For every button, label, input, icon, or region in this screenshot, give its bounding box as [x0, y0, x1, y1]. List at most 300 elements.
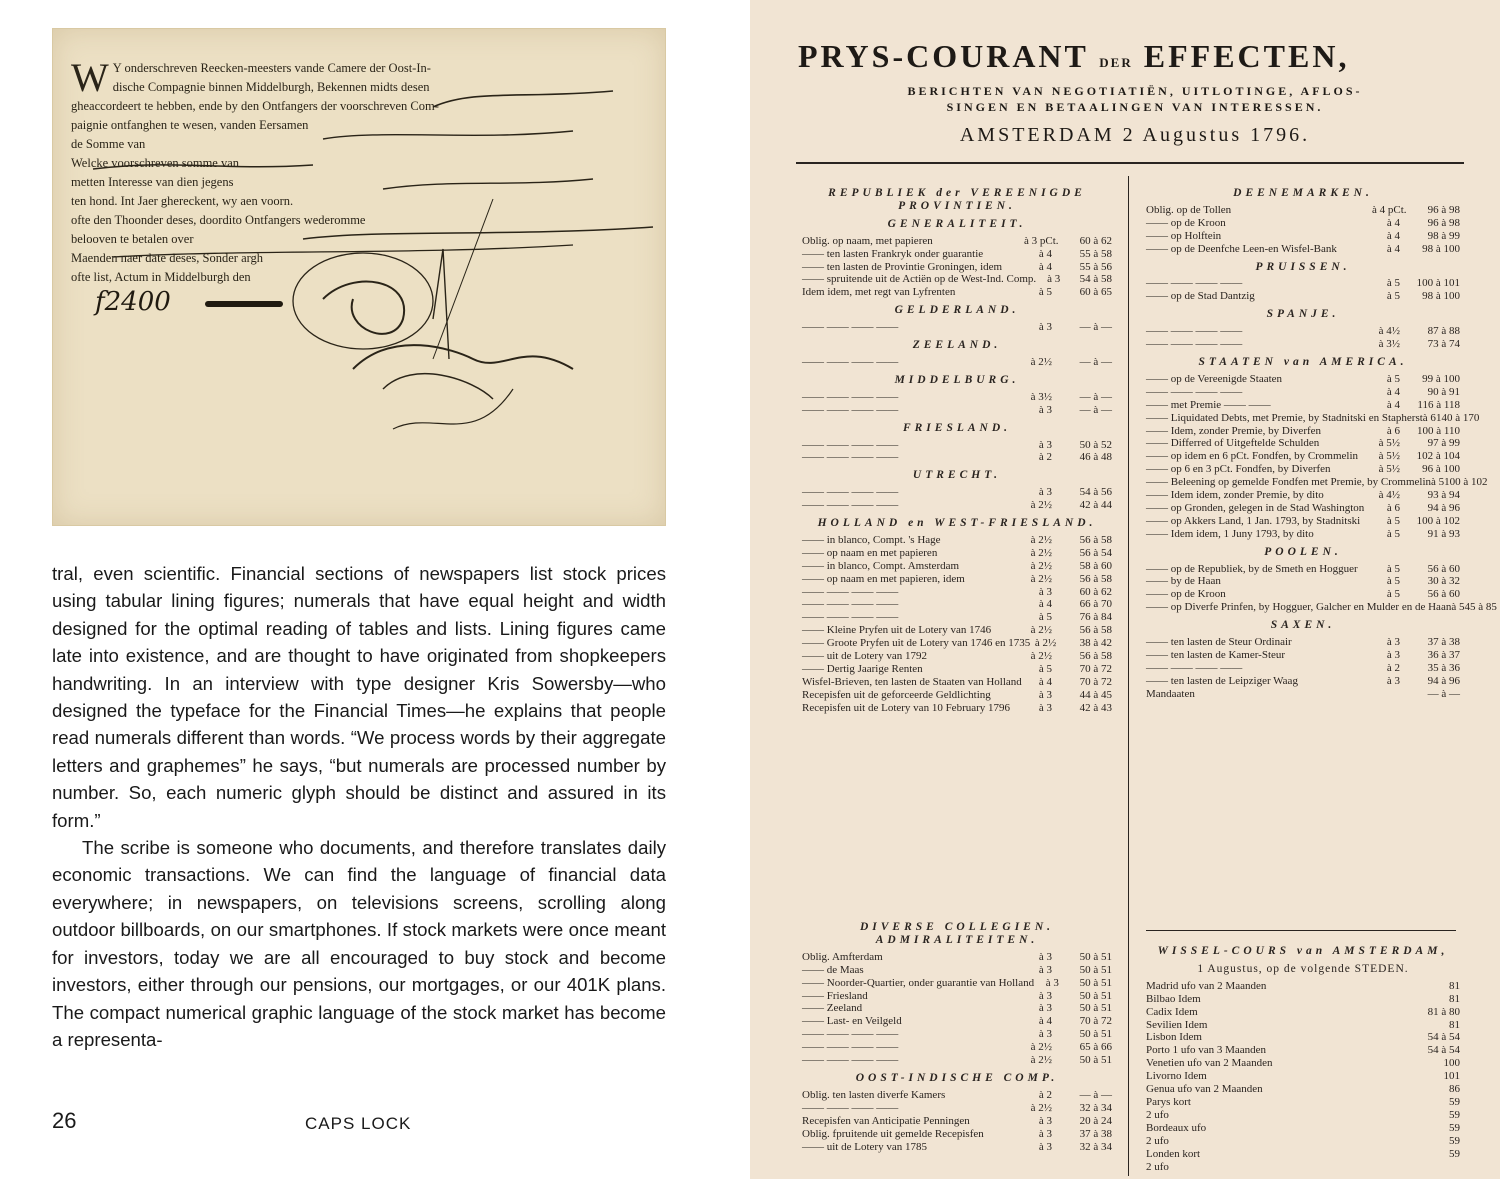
- price-row: [802, 534, 1112, 547]
- price-row-rate: à 3: [1045, 976, 1059, 989]
- price-row-rate: à 4: [1386, 242, 1400, 255]
- section-heading: STAATEN van AMERICA.: [1198, 355, 1408, 368]
- price-row-label: —— —— —— ——: [802, 451, 899, 464]
- price-row-rate: à 5: [1386, 575, 1400, 588]
- price-row-label: —— de Maas: [802, 963, 864, 976]
- price-row-price: 91 à 93: [1427, 527, 1460, 540]
- price-row-price: 56 à 58: [1079, 533, 1112, 546]
- price-row-label: —— Idem, zonder Premie, by Diverfen: [1146, 424, 1322, 437]
- price-row-rate: [1372, 1019, 1400, 1032]
- price-row: [1146, 502, 1460, 515]
- right-page-price-list: [750, 0, 1500, 1179]
- price-row-rate: à 2: [1038, 451, 1052, 464]
- price-row-label: —— uit de Lotery van 1785: [802, 1140, 927, 1153]
- price-row-price: 87 à 88: [1427, 325, 1460, 338]
- price-row-rate: à 3: [1386, 636, 1400, 649]
- section-heading: WISSEL-COURS van AMSTERDAM,: [1157, 945, 1449, 957]
- price-row: [1146, 230, 1460, 243]
- price-row: [1146, 980, 1460, 993]
- price-row-price: 98 à 100: [1422, 290, 1460, 303]
- price-row-price: 81: [1449, 992, 1460, 1005]
- price-row-rate: [1372, 1122, 1400, 1135]
- price-row-rate: [1372, 1161, 1400, 1174]
- price-row: [802, 1115, 1112, 1128]
- price-row-label: —— uit de Lotery van 1792: [802, 650, 927, 663]
- price-row-label: —— Idem idem, zonder Premie, by dito: [1146, 489, 1324, 502]
- price-row: [1146, 489, 1460, 502]
- section-heading: OOST-INDISCHE COMP.: [855, 1071, 1059, 1084]
- column-divider: [1128, 176, 1129, 1176]
- price-row-rate: à 5½: [1378, 450, 1400, 463]
- price-row-label: —— Liquidated Debts, met Premie, by Stadnitski en Stapherst: [1146, 411, 1423, 424]
- price-row-price: 54 à 54: [1427, 1031, 1460, 1044]
- price-row-price: 56 à 58: [1079, 650, 1112, 663]
- price-row-price: 38 à 42: [1079, 637, 1112, 650]
- price-row-price: 100 à 102: [1444, 476, 1488, 489]
- price-row-price: 20 à 24: [1079, 1114, 1112, 1127]
- section-heading: SPANJE.: [1266, 308, 1340, 321]
- price-row-label: —— Kleine Pryfen uit de Lotery van 1746: [802, 624, 992, 637]
- price-row-price: — à —: [1079, 355, 1112, 368]
- price-row-price: 50 à 51: [1079, 950, 1112, 963]
- price-row-label: —— —— —— ——: [802, 355, 899, 368]
- price-row-label: —— —— —— ——: [1146, 325, 1243, 338]
- body-paragraph-1: tral, even scientific. Financial sections of newspapers list stock prices using tabular lining figures; numerals that have equal height and width designed for the optimal reading of tables and lists. Lining figures came late into existence, and are thought to have originated from shopkeepers handwriting. In an interview with type designer Kris Sowersby—who designed the typeface for the Financial Times—he explains that people read numerals different than words. “We process words by their aggregate letters and graphemes” he says, “but numerals are processed number by number. So, each numeric glyph should be distinct and assured in its form.”: [52, 563, 666, 831]
- price-row-rate: à 5: [1386, 372, 1400, 385]
- price-row-label: —— —— —— ——: [1146, 338, 1243, 351]
- price-row: [802, 676, 1112, 689]
- price-row-label: —— op de Deenfche Leen-en Wisfel-Bank: [1146, 242, 1337, 255]
- price-row-label: —— —— —— ——: [802, 611, 899, 624]
- price-row-label: —— Friesland: [802, 989, 868, 1002]
- price-row-rate: à 4: [1038, 675, 1052, 688]
- price-row-rate: à 4½: [1378, 325, 1400, 338]
- price-row: [1146, 373, 1460, 386]
- price-row-rate: à 5: [1451, 601, 1465, 614]
- price-row-rate: à 4: [1386, 229, 1400, 242]
- price-row-price: 56 à 58: [1079, 624, 1112, 637]
- price-row-price: 101: [1443, 1070, 1460, 1083]
- price-row: [802, 248, 1112, 261]
- price-row-label: Londen kort: [1146, 1147, 1201, 1160]
- price-row: [1146, 601, 1497, 614]
- price-row-label: —— op Akkers Land, 1 Jan. 1793, by Stadnitski: [1146, 514, 1361, 527]
- price-row: [1146, 1044, 1460, 1057]
- price-row: [1146, 662, 1460, 675]
- price-row-price: 94 à 96: [1427, 501, 1460, 514]
- price-row: [1146, 1148, 1460, 1161]
- price-row-rate: [1372, 1031, 1400, 1044]
- price-row-rate: [1372, 1083, 1400, 1096]
- price-row-price: 50 à 52: [1079, 438, 1112, 451]
- price-row-label: —— op Holftein: [1146, 229, 1222, 242]
- price-row: [802, 1002, 1112, 1015]
- price-row-price: — à —: [1079, 1088, 1112, 1101]
- price-row: [1146, 688, 1460, 701]
- price-row-rate: à 5: [1038, 611, 1052, 624]
- price-row-rate: à 2: [1038, 1088, 1052, 1101]
- price-row: [802, 560, 1112, 573]
- price-row-rate: à 6: [1386, 424, 1400, 437]
- title-part-a: PRYS-COURANT: [798, 38, 1089, 74]
- price-row-price: 100 à 110: [1417, 424, 1460, 437]
- price-row: [802, 1054, 1112, 1067]
- price-row-price: 30 à 32: [1427, 575, 1460, 588]
- price-row-label: —— op naam en met papieren, idem: [802, 572, 965, 585]
- price-row-price: 116 à 118: [1417, 398, 1460, 411]
- price-row: [1146, 1096, 1460, 1109]
- price-row-price: 60 à 62: [1079, 234, 1112, 247]
- price-row-price: 45 à 85: [1464, 601, 1497, 614]
- price-row-price: 56 à 60: [1427, 588, 1460, 601]
- price-row-label: Parys kort: [1146, 1095, 1191, 1108]
- price-row: [1146, 1070, 1460, 1083]
- subtitle-line-2: SINGEN EN BETAALINGEN VAN INTERESSEN.: [946, 100, 1324, 114]
- price-row-rate: à 5½: [1378, 463, 1400, 476]
- price-row: [802, 439, 1112, 452]
- price-row-rate: [1372, 1006, 1400, 1019]
- price-row-rate: [1372, 980, 1400, 993]
- price-row-label: —— ten lasten de Leipziger Waag: [1146, 674, 1298, 687]
- price-row: [802, 273, 1112, 286]
- price-row-label: —— Noorder-Quartier, onder guarantie van Holland: [802, 976, 1035, 989]
- price-row-label: —— op de Republiek, by de Smeth en Hogguer: [1146, 562, 1358, 575]
- price-row-rate: à 2½: [1030, 1054, 1052, 1067]
- obligation-line: ofte list, Actum in Middelburgh den: [71, 270, 251, 284]
- price-row-rate: à 2½: [1030, 546, 1052, 559]
- price-row-label: —— —— —— ——: [802, 1041, 899, 1054]
- page-number: 26: [52, 1108, 77, 1133]
- price-row-rate: à 3: [1038, 1002, 1052, 1015]
- price-row-price: 50 à 51: [1079, 1028, 1112, 1041]
- price-row-price: 66 à 70: [1079, 598, 1112, 611]
- price-row-label: 2 ufo: [1146, 1134, 1169, 1147]
- price-row: [802, 1128, 1112, 1141]
- price-row-price: 50 à 51: [1079, 989, 1112, 1002]
- price-row-price: 140 à 170: [1435, 411, 1480, 424]
- price-row-price: 60 à 62: [1079, 585, 1112, 598]
- price-row-label: —— —— —— ——: [802, 1028, 899, 1041]
- price-row-label: —— ten lasten de Steur Ordinair: [1146, 636, 1292, 649]
- title-der: DER: [1099, 55, 1133, 70]
- price-row-price: 86: [1449, 1083, 1460, 1096]
- section-heading: REPUBLIEK der VEREENIGDE PROVINTIEN.: [828, 187, 1086, 212]
- price-row-price: 55 à 58: [1079, 247, 1112, 260]
- price-row: [1146, 528, 1460, 541]
- body-paragraph-2: The scribe is someone who documents, and therefore translates daily economic transactions. We can find the language of financial data everywhere; in newspapers, on televisions screens, scrolling along outdoor billboards, on our smartphones. If stock markets were once meant for investors, today we are all encouraged to buy stock and become investors, either through our pensions, our mortgages, or our 401K plans. The compact numerical graphic language of the stock market has become a representa-: [52, 837, 666, 1050]
- price-row-price: [1400, 1161, 1460, 1174]
- price-row: [1146, 515, 1460, 528]
- section-subheading: 1 Augustus, op de volgende STEDEN.: [1197, 962, 1409, 975]
- price-row-price: 70 à 72: [1079, 1015, 1112, 1028]
- price-row: [1146, 476, 1488, 489]
- price-row: [1146, 463, 1460, 476]
- price-row-label: —— —— —— ——: [1146, 277, 1243, 290]
- obligation-line: belooven te betalen over: [71, 232, 194, 246]
- price-row-price: — à —: [1427, 687, 1460, 700]
- price-row-price: 32 à 34: [1079, 1101, 1112, 1114]
- price-row-price: 54 à 58: [1079, 273, 1112, 286]
- price-row: [1146, 1083, 1460, 1096]
- price-row-label: Venetien ufo van 2 Maanden: [1146, 1057, 1273, 1070]
- price-row-label: —— op de Vereenigde Staaten: [1146, 372, 1283, 385]
- price-row: [1146, 563, 1460, 576]
- price-list-title: [798, 38, 1468, 75]
- body-text: [52, 560, 666, 1053]
- price-row-label: —— spruitende uit de Actiën op de West-Ind. Comp.: [802, 273, 1037, 286]
- price-row-rate: [1372, 1135, 1400, 1148]
- price-row-label: —— ten lasten Frankryk onder guarantie: [802, 247, 984, 260]
- right-price-column: [1146, 182, 1497, 701]
- left-price-column: [802, 182, 1112, 715]
- price-row-price: 37 à 38: [1427, 636, 1460, 649]
- price-row-rate: [1372, 1148, 1400, 1161]
- price-row-price: 59: [1449, 1134, 1460, 1147]
- price-row-price: 32 à 34: [1079, 1140, 1112, 1153]
- price-row-label: —— by de Haan: [1146, 575, 1221, 588]
- price-row-rate: à 5: [1431, 476, 1445, 489]
- price-row-price: 59: [1449, 1095, 1460, 1108]
- section-heading: PRUISSEN.: [1255, 260, 1351, 273]
- price-row-label: —— in blanco, Compt. 's Hage: [802, 533, 941, 546]
- price-row-rate: à 4 pCt.: [1372, 203, 1407, 216]
- right-column-rule: [1146, 930, 1456, 931]
- header-rule: [796, 162, 1464, 164]
- price-row-rate: à 5: [1386, 277, 1400, 290]
- price-row-price: 98 à 100: [1422, 242, 1460, 255]
- price-row-price: 56 à 54: [1079, 546, 1112, 559]
- price-row-price: 100 à 101: [1416, 277, 1460, 290]
- price-row-rate: à 3: [1038, 585, 1052, 598]
- price-row: [802, 1089, 1112, 1102]
- price-row-label: Porto 1 ufo van 3 Maanden: [1146, 1044, 1267, 1057]
- price-row: [802, 624, 1112, 637]
- price-row-price: 35 à 36: [1427, 661, 1460, 674]
- price-row-label: —— met Premie —— ——: [1146, 398, 1271, 411]
- price-row-price: 54 à 54: [1427, 1044, 1460, 1057]
- price-row-rate: à 4: [1386, 398, 1400, 411]
- price-row: [802, 598, 1112, 611]
- price-row-label: —— Last- en Veilgeld: [802, 1015, 902, 1028]
- obligation-line: Welcke voorschreven somme van: [71, 156, 240, 170]
- price-row: [802, 951, 1112, 964]
- price-row: [1146, 675, 1460, 688]
- price-row-price: 70 à 72: [1079, 663, 1112, 675]
- price-row-label: —— —— —— ——: [802, 390, 899, 403]
- price-row-rate: à 3: [1038, 486, 1052, 499]
- price-row-rate: à 6: [1422, 411, 1436, 424]
- price-row: [1146, 338, 1460, 351]
- price-row: [802, 235, 1112, 248]
- price-row-label: Bilbao Idem: [1146, 992, 1201, 1005]
- price-row-price: — à —: [1079, 321, 1112, 334]
- price-row-rate: à 2½: [1030, 624, 1052, 637]
- price-row: [802, 586, 1112, 599]
- price-row-rate: à 2½: [1030, 499, 1052, 512]
- price-row-label: Madrid ufo van 2 Maanden: [1146, 979, 1267, 992]
- section-heading: DEENEMARKEN.: [1233, 187, 1373, 199]
- price-row-rate: à 5: [1386, 527, 1400, 540]
- price-row: [1146, 1109, 1460, 1122]
- price-row-price: 54 à 56: [1079, 486, 1112, 499]
- price-row-label: Recepisfen uit de geforceerde Geldlichting: [802, 688, 991, 701]
- section-heading: MIDDELBURG.: [894, 373, 1020, 386]
- amount-dash: [205, 301, 283, 307]
- price-row: [1146, 636, 1460, 649]
- price-row-rate: à 3: [1038, 321, 1052, 334]
- price-row: [1146, 399, 1460, 412]
- price-row-price: 55 à 56: [1079, 260, 1112, 273]
- price-row-rate: à 2½: [1030, 355, 1052, 368]
- section-heading: GENERALITEIT.: [887, 217, 1027, 230]
- price-row: [802, 261, 1112, 274]
- price-row-price: 65 à 66: [1079, 1041, 1112, 1054]
- exchange-rates-column: [1146, 940, 1460, 1173]
- price-row-label: —— ten lasten de Kamer-Steur: [1146, 649, 1286, 661]
- price-row-price: 58 à 60: [1079, 559, 1112, 572]
- price-row-label: Oblig. ten lasten diverfe Kamers: [802, 1088, 946, 1101]
- price-row-rate: à 2½: [1034, 637, 1057, 650]
- price-row-rate: à 2½: [1030, 1041, 1052, 1054]
- price-row-price: 37 à 38: [1079, 1127, 1112, 1140]
- price-row-label: —— Groote Pryfen uit de Lotery van 1746 en 1735: [802, 637, 1031, 650]
- price-row-rate: à 2: [1386, 661, 1400, 674]
- price-row-label: —— Differred of Uitgeftelde Schulden: [1146, 437, 1320, 450]
- price-row: [1146, 649, 1460, 662]
- price-row: [802, 404, 1112, 417]
- price-row: [1146, 588, 1460, 601]
- price-row: [1146, 1135, 1460, 1148]
- price-row-label: —— Beleening op gemelde Fondfen met Premie, by Crommelin: [1146, 476, 1432, 489]
- price-row-label: —— —— —— ——: [802, 403, 899, 416]
- section-heading: ZEELAND.: [912, 339, 1002, 352]
- obligation-line: paignie ontfanghen te wesen, vanden Eersamen: [71, 118, 309, 132]
- price-row-price: 60 à 65: [1079, 286, 1112, 299]
- price-row-price: 102 à 104: [1416, 450, 1460, 463]
- price-row-rate: [1372, 993, 1400, 1006]
- price-row: [802, 1028, 1112, 1041]
- price-row-price: 76 à 84: [1079, 611, 1112, 624]
- obligation-line: ofte den Thoonder deses, doordito Ontfangers wederomme: [71, 213, 366, 227]
- price-row: [1146, 290, 1460, 303]
- price-row-rate: à 5: [1386, 562, 1400, 575]
- price-row-label: Idem idem, met regt van Lyfrenten: [802, 286, 956, 299]
- price-row: [1146, 425, 1460, 438]
- price-row-price: 59: [1449, 1108, 1460, 1121]
- running-head: CAPS LOCK: [305, 1114, 412, 1133]
- price-row-rate: à 5: [1386, 588, 1400, 601]
- title-part-b: EFFECTEN,: [1143, 38, 1350, 74]
- bottom-left-price-column: [802, 916, 1112, 1153]
- price-row-rate: à 3½: [1378, 338, 1400, 351]
- price-row: [802, 573, 1112, 586]
- price-row-label: —— —— —— ——: [802, 321, 899, 334]
- price-row: [802, 391, 1112, 404]
- section-heading: DIVERSE COLLEGIEN. ADMIRALITEITEN.: [859, 921, 1055, 946]
- price-row: [802, 486, 1112, 499]
- price-row-rate: à 4: [1386, 216, 1400, 229]
- price-row-price: 50 à 51: [1079, 976, 1112, 989]
- price-row-rate: à 5: [1386, 514, 1400, 527]
- price-row: [1146, 277, 1460, 290]
- price-row: [802, 499, 1112, 512]
- price-row: [802, 547, 1112, 560]
- price-row-rate: [1372, 1096, 1400, 1109]
- price-row: [1146, 411, 1480, 425]
- section-heading: SAXEN.: [1270, 619, 1336, 632]
- price-row-label: Oblig. op naam, met papieren: [802, 234, 933, 247]
- price-row-price: 59: [1449, 1121, 1460, 1134]
- price-row-price: 50 à 51: [1079, 1002, 1112, 1015]
- price-row-label: Mandaaten: [1146, 687, 1195, 700]
- price-row-price: 73 à 74: [1427, 338, 1460, 351]
- price-row-label: —— Zeeland: [802, 1002, 863, 1015]
- price-row-price: — à —: [1079, 403, 1112, 416]
- price-row-label: —— ten lasten de Provintie Groningen, idem: [802, 260, 1003, 273]
- price-row: [802, 321, 1112, 334]
- price-row-rate: à 2½: [1030, 559, 1052, 572]
- price-row: [1146, 325, 1460, 338]
- price-row: [802, 637, 1112, 650]
- price-row-label: Oblig. fpruitende uit gemelde Recepisfen: [802, 1127, 984, 1140]
- price-row-rate: à 3½: [1030, 390, 1052, 403]
- price-row-price: 98 à 99: [1427, 229, 1460, 242]
- price-row-label: Oblig. op de Tollen: [1146, 203, 1232, 216]
- price-row: [802, 611, 1112, 624]
- price-row: [1146, 575, 1460, 588]
- price-row-price: 96 à 100: [1422, 463, 1460, 476]
- price-row: [802, 356, 1112, 369]
- price-row-rate: à 4: [1038, 598, 1052, 611]
- price-row-rate: à 4: [1038, 247, 1052, 260]
- price-row-rate: à 3: [1386, 649, 1400, 661]
- obligation-drop-cap: W: [71, 55, 109, 100]
- price-row-label: —— op de Stad Dantzig: [1146, 290, 1255, 303]
- price-row-rate: à 4: [1038, 1015, 1052, 1028]
- price-row-price: 44 à 45: [1079, 688, 1112, 701]
- price-row-label: —— in blanco, Compt. Amsterdam: [802, 559, 960, 572]
- price-row-price: 96 à 98: [1427, 203, 1460, 216]
- price-row: [1146, 386, 1460, 399]
- price-row-rate: à 3: [1038, 1140, 1052, 1153]
- price-row-price: 50 à 51: [1079, 1054, 1112, 1067]
- section-heading: POOLEN.: [1264, 545, 1342, 558]
- price-row: [1146, 204, 1460, 217]
- price-row-label: —— —— —— ——: [1146, 661, 1243, 674]
- price-row-label: —— op Gronden, gelegen in de Stad Washington: [1146, 501, 1365, 514]
- price-row-label: —— op de Kroon: [1146, 588, 1226, 601]
- price-row-label: —— —— —— ——: [802, 438, 899, 451]
- obligation-line: Y onderschreven Reecken-meesters vande Camere der Oost-In-: [112, 61, 431, 75]
- price-row-label: —— op de Kroon: [1146, 216, 1226, 229]
- price-row-label: Cadix Idem: [1146, 1005, 1198, 1018]
- price-row-rate: à 3: [1038, 1028, 1052, 1041]
- price-row: [1146, 1161, 1460, 1174]
- obligation-line: metten Interesse van dien jegens: [71, 175, 234, 189]
- price-row-rate: à 5: [1038, 286, 1052, 299]
- price-row-rate: à 3 pCt.: [1024, 234, 1059, 247]
- section-heading: UTRECHT.: [912, 469, 1002, 482]
- price-row-price: 100 à 102: [1416, 514, 1460, 527]
- section-heading: FRIESLAND.: [902, 421, 1012, 434]
- price-row-label: —— op Diverfe Prinfen, by Hogguer, Galcher en Mulder en de Haan: [1146, 601, 1452, 614]
- price-row-price: 56 à 58: [1079, 572, 1112, 585]
- price-row: [1146, 1057, 1460, 1070]
- price-row-rate: à 2½: [1030, 572, 1052, 585]
- price-row: [802, 650, 1112, 663]
- price-row-price: 70 à 72: [1079, 675, 1112, 688]
- obligation-line: dische Compagnie binnen Middelburgh, Bekennen midts desen: [112, 80, 430, 94]
